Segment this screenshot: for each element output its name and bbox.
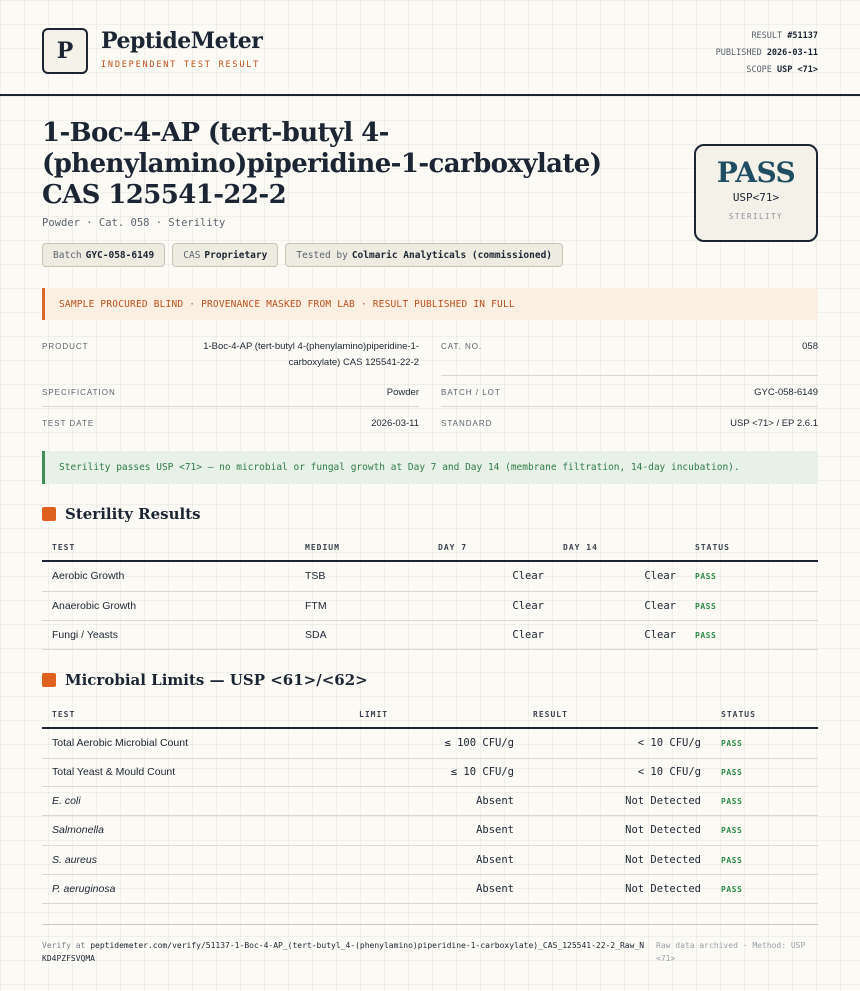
row-result: Not Detected: [625, 854, 701, 866]
batch-chip: [42, 243, 165, 267]
status-badge: PASS: [695, 602, 717, 611]
sterility-heading: [42, 505, 201, 523]
standard-value: USP <71> / EP 2.6.1: [730, 418, 818, 429]
batch-value: GYC-058-6149: [754, 387, 818, 398]
cat-value: 058: [802, 341, 818, 352]
row-day14: Clear: [644, 629, 676, 641]
row-limit: Absent: [476, 795, 514, 807]
row-test: S. aureus: [52, 854, 97, 866]
row-result: Not Detected: [625, 795, 701, 807]
row-test: Salmonella: [52, 824, 104, 836]
status-badge: PASS: [721, 856, 743, 865]
row-test: E. coli: [52, 795, 81, 807]
stamp-kind: STERILITY: [728, 212, 784, 221]
col-test: TEST: [52, 710, 76, 719]
divider: [42, 406, 419, 407]
product-value: [203, 339, 419, 371]
stamp-standard: USP<71>: [732, 191, 780, 204]
spec-label: SPECIFICATION: [42, 388, 116, 397]
divider: [441, 375, 818, 376]
row-limit: ≤ 10 CFU/g: [450, 766, 514, 778]
pass-stamp: [694, 144, 818, 242]
result-id: #51137: [787, 31, 818, 41]
cas-chip: [172, 243, 278, 267]
product-value-line-2: carboxylate) CAS 125541-22-2: [288, 357, 419, 368]
product-value-line-1: 1-Boc-4-AP (tert-butyl 4-(phenylamino)piperidine-1-: [203, 341, 419, 352]
row-test: Total Aerobic Microbial Count: [52, 737, 188, 749]
sterility-summary: Sterility passes USP <71> — no microbial or fungal growth at Day 7 and Day 14 (membrane filtration, 14-day incubation).: [42, 451, 818, 484]
standard-label: STANDARD: [441, 419, 493, 428]
section-marker-icon: [42, 673, 56, 687]
result-meta: [716, 28, 818, 79]
row-divider: [42, 649, 818, 650]
tested-chip-label: Tested by: [296, 249, 348, 261]
date-label: TEST DATE: [42, 419, 95, 428]
header-rule: [42, 560, 818, 562]
report-header: [0, 0, 860, 96]
row-limit: Absent: [476, 883, 514, 895]
row-day7: Clear: [512, 570, 544, 582]
product-title: 1-Boc-4-AP (tert-butyl 4-(phenylamino)piperidine-1-carboxylate) CAS 125541-22-2: [42, 118, 602, 210]
row-medium: SDA: [305, 629, 327, 641]
col-day7: DAY 7: [438, 543, 468, 552]
row-result: < 10 CFU/g: [637, 737, 701, 749]
status-badge: PASS: [721, 739, 743, 748]
col-status: STATUS: [721, 710, 756, 719]
sterility-heading-text: Sterility Results: [65, 505, 201, 523]
status-badge: PASS: [721, 797, 743, 806]
tested-by-chip: [285, 243, 563, 267]
verify-prefix: Verify at: [42, 941, 86, 950]
result-id-line: [716, 28, 818, 45]
status-badge: PASS: [695, 572, 717, 581]
row-test: Fungi / Yeasts: [52, 629, 118, 641]
divider: [441, 406, 818, 407]
row-result: Not Detected: [625, 883, 701, 895]
row-day14: Clear: [644, 570, 676, 582]
tested-chip-value: Colmaric Analyticals (commissioned): [351, 249, 553, 261]
row-divider: [42, 591, 818, 592]
col-day14: DAY 14: [563, 543, 598, 552]
col-result: RESULT: [533, 710, 568, 719]
row-test: P. aeruginosa: [52, 883, 116, 895]
verify-line: [42, 939, 647, 965]
scope-value: USP <71>: [777, 65, 818, 75]
scope-line: [716, 62, 818, 79]
batch-label: BATCH / LOT: [441, 388, 501, 397]
batch-chip-label: Batch: [53, 249, 82, 261]
row-test: Aerobic Growth: [52, 570, 125, 582]
row-result: < 10 CFU/g: [637, 766, 701, 778]
cas-chip-value: Proprietary: [204, 249, 268, 261]
col-limit: LIMIT: [359, 710, 389, 719]
microbial-table: [42, 700, 818, 906]
status-badge: PASS: [721, 885, 743, 894]
spec-value: Powder: [386, 387, 419, 398]
col-medium: MEDIUM: [305, 543, 340, 552]
status-badge: PASS: [721, 768, 743, 777]
row-limit: ≤ 100 CFU/g: [444, 737, 514, 749]
published-date: 2026-03-11: [766, 48, 818, 58]
row-day7: Clear: [512, 629, 544, 641]
date-value: 2026-03-11: [371, 418, 419, 429]
cas-chip-label: CAS: [183, 249, 201, 261]
brand-name: PeptideMeter: [101, 28, 263, 54]
batch-chip-value: GYC-058-6149: [85, 249, 155, 261]
product-subtitle: Powder · Cat. 058 · Sterility: [42, 217, 226, 229]
product-chips: [42, 243, 563, 267]
microbial-heading-text: Microbial Limits — USP <61>/<62>: [65, 671, 368, 689]
scope-label: SCOPE: [746, 65, 772, 75]
row-test: Anaerobic Growth: [52, 600, 137, 612]
published-line: [716, 45, 818, 62]
cat-label: CAT. NO.: [441, 342, 483, 351]
row-medium: TSB: [305, 570, 326, 582]
sterility-table: [42, 533, 818, 651]
status-badge: PASS: [721, 826, 743, 835]
row-divider: [42, 845, 818, 846]
row-divider: [42, 758, 818, 759]
col-test: TEST: [52, 543, 76, 552]
stamp-verdict: PASS: [716, 156, 796, 189]
microbial-heading: [42, 671, 368, 689]
footer-divider: [42, 924, 818, 925]
row-test: Total Yeast & Mould Count: [52, 766, 176, 778]
section-marker-icon: [42, 507, 56, 521]
archive-note: Raw data archived · Method: USP <71>: [656, 941, 806, 963]
row-divider: [42, 874, 818, 875]
header-rule: [42, 727, 818, 729]
row-divider: [42, 620, 818, 621]
row-divider: [42, 786, 818, 787]
row-day14: Clear: [644, 600, 676, 612]
blind-notice: SAMPLE PROCURED BLIND · PROVENANCE MASKED FROM LAB · RESULT PUBLISHED IN FULL: [42, 288, 818, 320]
row-divider: [42, 903, 818, 904]
brand-tagline: INDEPENDENT TEST RESULT: [101, 60, 261, 70]
published-label: PUBLISHED: [715, 48, 762, 58]
status-badge: PASS: [695, 631, 717, 640]
row-limit: Absent: [476, 824, 514, 836]
result-label: RESULT: [751, 31, 783, 41]
col-status: STATUS: [695, 543, 730, 552]
row-medium: FTM: [305, 600, 327, 612]
verify-link[interactable]: peptidemeter.com/verify/51137-1-Boc-4-AP_(tert-butyl_4-(phenylamino)piperidine-1-carboxylate)_CAS_125541-22-2_Raw_NKD4PZFSVQMA: [42, 941, 645, 963]
brand-logo: P: [42, 28, 88, 74]
row-limit: Absent: [476, 854, 514, 866]
row-day7: Clear: [512, 600, 544, 612]
row-divider: [42, 815, 818, 816]
product-label: PRODUCT: [42, 342, 89, 351]
row-result: Not Detected: [625, 824, 701, 836]
